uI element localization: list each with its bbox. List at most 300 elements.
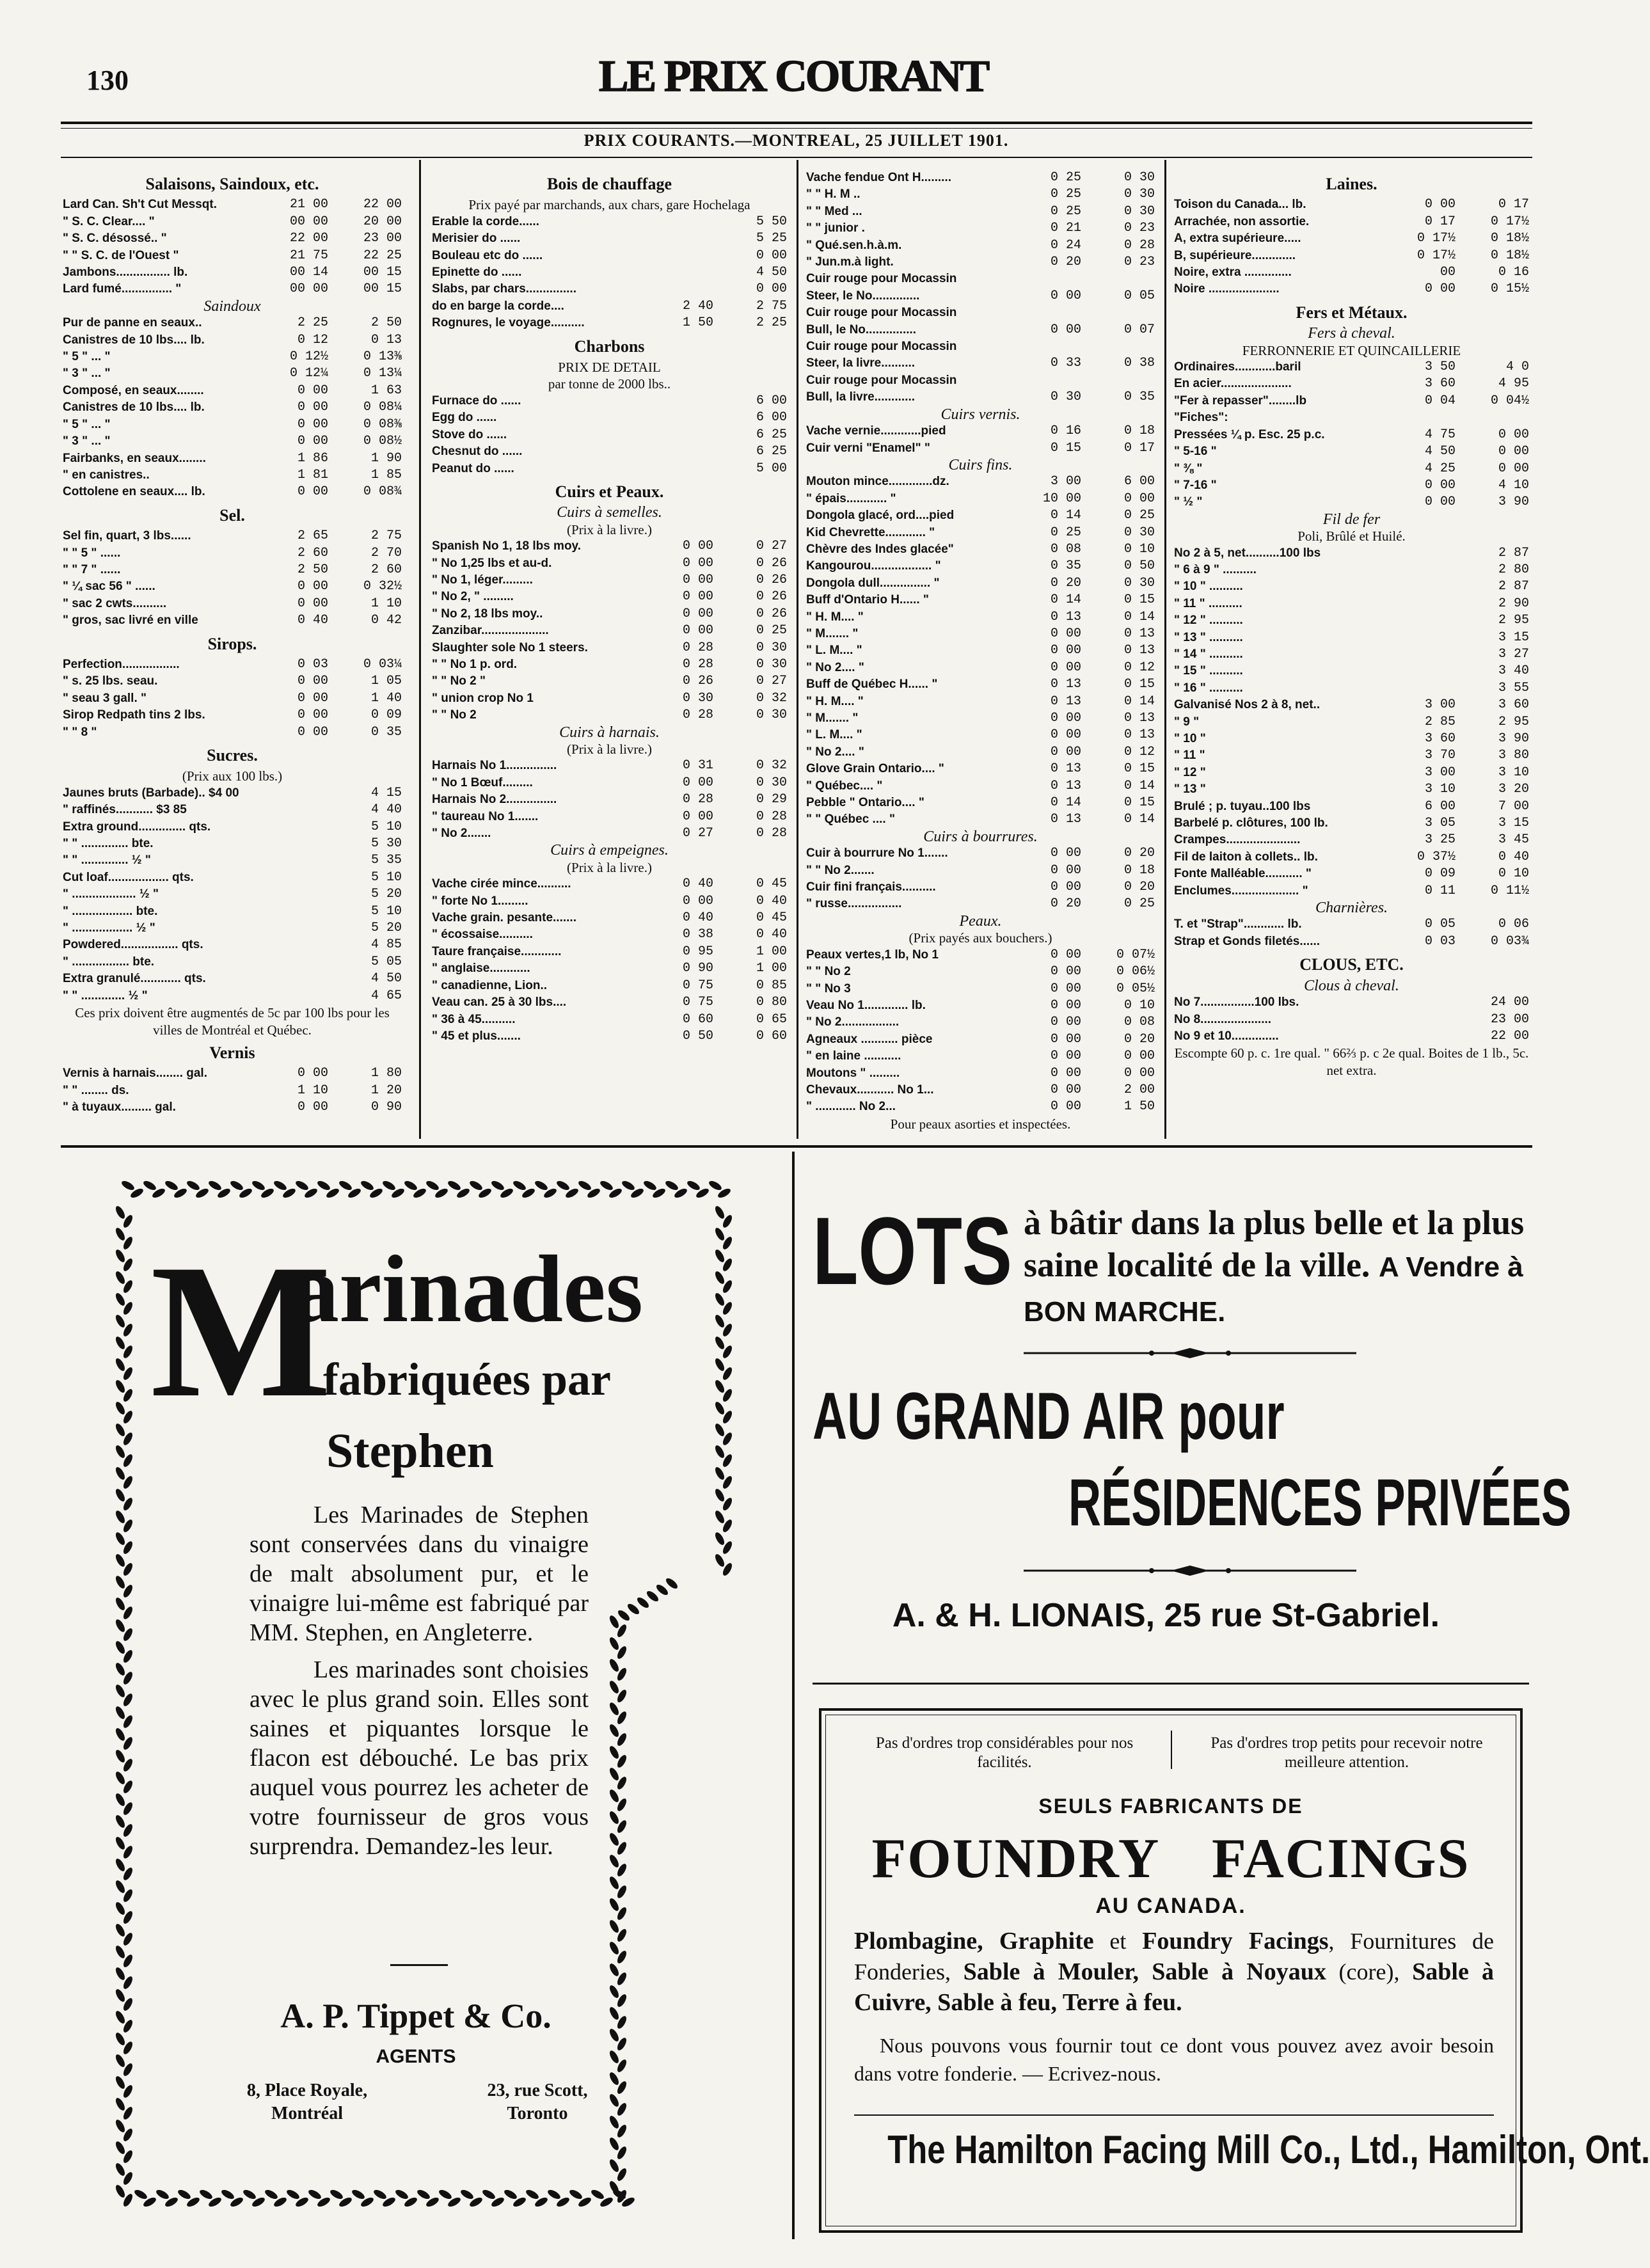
price-row	[1174, 765, 1529, 781]
price-row	[432, 910, 787, 926]
item-label: " " No 3	[806, 981, 851, 995]
price-low	[255, 937, 328, 953]
price-low: 0 60	[682, 1011, 713, 1027]
item-label: " taureau No 1.......	[432, 809, 539, 823]
price-row	[1174, 697, 1529, 713]
price-row	[1174, 376, 1529, 392]
ad-divider	[792, 1152, 795, 2239]
price-row	[432, 673, 787, 690]
price-row	[432, 1011, 787, 1028]
price-low	[640, 281, 713, 297]
price-low: 0 12¼	[289, 366, 328, 381]
price-low	[1382, 545, 1456, 562]
price-low: 0 50	[682, 1028, 713, 1043]
price-row	[1174, 443, 1529, 460]
price-high: 0 00	[1123, 491, 1155, 506]
price-high: 0 20	[1123, 846, 1155, 861]
price-high: 0 30	[756, 708, 787, 723]
price-high: 3 60	[1498, 697, 1529, 713]
price-high: 0 06½	[1116, 964, 1155, 979]
price-high: 1 90	[370, 450, 402, 466]
section-subtitle: Cuirs vernis.	[940, 406, 1020, 423]
price-low: 0 03	[1424, 933, 1456, 949]
price-low: 0 00	[297, 674, 328, 689]
price-low: 0 00	[1050, 964, 1081, 979]
price-row	[63, 416, 402, 433]
price-low: 21 75	[289, 248, 328, 263]
masthead-text: LE PRIX COURANT	[598, 52, 988, 101]
item-label: Noire, extra ..............	[1174, 266, 1292, 280]
price-row	[63, 484, 402, 500]
price-low	[640, 461, 713, 477]
price-low: 00 14	[289, 265, 328, 280]
price-row	[432, 1028, 787, 1045]
price-row	[432, 230, 787, 247]
item-label: Bull, le No...............	[806, 322, 917, 337]
section-subtitle: Cuirs à bourrures.	[923, 828, 1038, 845]
item-label: Vache vernie............pied	[806, 424, 946, 438]
price-low: 1 10	[297, 1082, 328, 1098]
price-low: 3 00	[1050, 474, 1081, 489]
price-row	[63, 802, 402, 818]
price-high: 0 13	[1123, 626, 1155, 641]
item-label: " " .............. ½ "	[63, 853, 151, 868]
section-note: (Prix à la livre.)	[567, 741, 652, 757]
column-divider	[419, 160, 421, 1139]
section-note: par tonne de 2000 lbs..	[548, 376, 671, 392]
price-high: 0 00	[1498, 444, 1529, 459]
item-label: " écossaise..........	[432, 928, 533, 942]
item-label: " 36 à 45..........	[432, 1012, 516, 1026]
price-low: 2 25	[297, 315, 328, 331]
price-high: 0 40	[1498, 849, 1529, 864]
price-high	[1456, 409, 1529, 426]
item-label: Furnace do ......	[432, 393, 521, 408]
column-divider	[1164, 160, 1166, 1139]
price-row	[1174, 545, 1529, 562]
item-label: " No 2.... "	[806, 660, 864, 674]
price-high: 1 10	[370, 596, 402, 611]
price-low: 0 00	[297, 400, 328, 415]
price-high: 0 17½	[1490, 214, 1529, 229]
price-low: 22 00	[289, 231, 328, 246]
price-low: 0 00	[1050, 626, 1081, 641]
price-low: 4 25	[1424, 461, 1456, 476]
price-low: 0 12½	[289, 349, 328, 365]
price-row	[806, 389, 1155, 406]
price-low: 0 11	[1424, 883, 1456, 898]
price-low: 0 00	[682, 775, 713, 790]
item-label: " 13 "	[1174, 782, 1206, 797]
price-low: 3 60	[1424, 731, 1456, 746]
price-low: 0 03	[297, 656, 328, 672]
price-row	[432, 791, 787, 808]
price-low: 0 25	[1050, 170, 1081, 185]
price-low: 0 00	[1050, 981, 1081, 996]
price-low: 1 81	[297, 467, 328, 482]
price-row	[806, 811, 1155, 828]
price-row	[432, 994, 787, 1011]
price-row	[806, 338, 1155, 355]
price-high: 0 32	[756, 758, 787, 773]
price-low: 0 00	[1050, 880, 1081, 895]
item-label: " No 2.... "	[806, 745, 864, 759]
price-low: 0 14	[1050, 795, 1081, 811]
item-label: " ¼ sac 56 " ......	[63, 580, 155, 594]
item-label: Fonte Malléable........... "	[1174, 867, 1312, 881]
price-row	[432, 427, 787, 443]
price-low: 0 40	[297, 613, 328, 628]
price-row	[63, 785, 402, 802]
price-low: 0 28	[682, 656, 713, 672]
price-low: 0 00	[1050, 1015, 1081, 1030]
price-row	[63, 230, 402, 247]
price-high: 0 25	[1123, 508, 1155, 523]
price-high: 0 30	[1123, 187, 1155, 202]
price-high: 0 20	[1123, 880, 1155, 895]
price-high: 0 17	[1498, 197, 1529, 212]
item-label: Toison du Canada... lb.	[1174, 198, 1306, 212]
ad-rule	[813, 1683, 1529, 1685]
price-low: 0 09	[1424, 866, 1456, 882]
price-low: 0 25	[1050, 525, 1081, 540]
price-high: 0 20	[1123, 1031, 1155, 1047]
price-high: 5 50	[756, 214, 787, 229]
price-high: 4 50	[370, 971, 402, 987]
foundry-seuls: SEULS FABRICANTS DE	[1038, 1795, 1303, 1818]
price-low: 4 50	[1424, 444, 1456, 459]
item-label: " " No 2	[432, 708, 477, 722]
price-high: 6 00	[756, 410, 787, 425]
price-low: 0 35	[1050, 559, 1081, 574]
price-high: 1 05	[370, 674, 402, 689]
item-label: Noire .....................	[1174, 282, 1280, 296]
item-label: Kangourou.................. "	[806, 559, 941, 573]
price-high: 0 00	[756, 282, 787, 297]
item-label: " 3 " ... "	[63, 434, 111, 448]
price-low: 0 13	[1050, 778, 1081, 793]
price-row	[63, 383, 402, 399]
item-label: " " ............. ½ "	[63, 988, 148, 1003]
price-low	[255, 802, 328, 818]
subheader-rule	[61, 157, 1532, 158]
item-label: " No 2, 18 lbs moy..	[432, 607, 543, 621]
price-high: 1 63	[370, 383, 402, 398]
foundry-products	[854, 1926, 1494, 2018]
section-subtitle: Cuirs à empeignes.	[550, 842, 669, 859]
price-high: 0 28	[756, 809, 787, 824]
price-high: 0 06	[1498, 917, 1529, 932]
item-label: " " 7 " ......	[63, 562, 121, 576]
text: , Fournitures de Fonderies,	[854, 1928, 1495, 1985]
price-high: 0 25	[1123, 896, 1155, 912]
item-label: " anglaise............	[432, 962, 530, 976]
price-high: 0 03¾	[1490, 933, 1529, 949]
item-label: T. et "Strap"............ lb.	[1174, 917, 1302, 932]
price-high: 0 40	[756, 927, 787, 942]
price-row	[1174, 281, 1529, 297]
item-label: No 7................100 lbs.	[1174, 995, 1299, 1010]
item-label: " L. M.... "	[806, 644, 862, 658]
price-low: 0 00	[297, 708, 328, 723]
price-row	[63, 433, 402, 450]
price-row	[806, 507, 1155, 524]
price-row	[1174, 214, 1529, 230]
price-row	[432, 690, 787, 707]
price-row	[63, 349, 402, 365]
marinades-rule	[390, 1964, 448, 1966]
item-label: " No 2.................	[806, 1015, 900, 1029]
price-low	[640, 409, 713, 426]
price-low: 0 75	[682, 978, 713, 993]
price-row	[806, 660, 1155, 676]
item-label: " ½ "	[1174, 495, 1203, 509]
price-low	[1382, 596, 1456, 612]
price-low: 0 00	[1050, 1065, 1081, 1081]
price-row	[806, 491, 1155, 507]
price-row	[63, 852, 402, 869]
price-low: 0 00	[297, 416, 328, 432]
section-note: FERRONNERIE ET QUINCAILLERIE	[1242, 342, 1461, 358]
item-label: " 11 " ..........	[1174, 596, 1242, 610]
section-title: Salaisons, Saindoux, etc.	[145, 175, 319, 193]
price-high: 2 87	[1498, 545, 1529, 560]
marinades-initial: M	[150, 1225, 329, 1437]
item-label: " seau 3 gall. "	[63, 691, 147, 705]
item-label: Composé, en seaux........	[63, 383, 204, 397]
price-high	[1081, 338, 1155, 355]
price-low	[640, 427, 713, 443]
item-label: Extra ground.............. qts.	[63, 820, 211, 834]
marinades-maker: Stephen	[326, 1424, 494, 1478]
price-high: 5 05	[370, 954, 402, 969]
price-low: 00 00	[289, 282, 328, 297]
price-high: 0 38	[1123, 356, 1155, 371]
item-label: " M....... "	[806, 711, 859, 725]
item-label: " Québec.... "	[806, 779, 883, 793]
item-label: " " No 1 p. ord.	[432, 657, 518, 671]
price-low: 0 00	[297, 690, 328, 706]
item-label: " " H. M ..	[806, 187, 861, 202]
price-high: 0 08½	[363, 434, 402, 449]
price-row	[806, 1031, 1155, 1048]
price-row	[63, 1065, 402, 1082]
item-label: " H. M.... "	[806, 694, 864, 708]
price-high: 0 35	[1123, 390, 1155, 405]
item-label: " No 2, " .........	[432, 590, 514, 604]
price-row	[63, 707, 402, 724]
price-low: 0 00	[1050, 862, 1081, 878]
price-high: 4 10	[1498, 477, 1529, 493]
price-row	[432, 589, 787, 605]
price-high: 6 25	[756, 427, 787, 442]
price-low: 3 00	[1424, 765, 1456, 780]
price-row	[806, 288, 1155, 305]
price-row	[806, 220, 1155, 237]
price-row	[63, 903, 402, 920]
price-row	[1174, 630, 1529, 646]
item-label: " à tuyaux......... gal.	[63, 1100, 176, 1114]
price-row	[63, 724, 402, 741]
price-high: 0 10	[1498, 866, 1529, 882]
header-rule	[61, 122, 1532, 124]
price-row	[806, 626, 1155, 642]
item-label: " " No 2.......	[806, 863, 875, 877]
price-low: 0 00	[1050, 711, 1081, 726]
price-high: 0 35	[370, 724, 402, 740]
item-label: Sirop Redpath tins 2 lbs.	[63, 708, 205, 722]
price-low: 0 95	[682, 944, 713, 959]
price-row	[1174, 1028, 1529, 1045]
item-label: A, extra supérieure.....	[1174, 232, 1301, 246]
item-label: Pebble " Ontario.... "	[806, 796, 924, 810]
item-label: Ordinaires............baril	[1174, 360, 1301, 374]
item-label: " 12 "	[1174, 765, 1206, 779]
price-row	[432, 443, 787, 460]
price-high: 23 00	[363, 231, 402, 246]
item-label: " 16 " ..........	[1174, 681, 1243, 695]
item-label: Glove Grain Ontario.... "	[806, 762, 944, 776]
price-row	[1174, 781, 1529, 798]
price-row	[806, 355, 1155, 372]
item-label: Chesnut do ......	[432, 445, 523, 459]
item-label: Dongola glacé, ord....pied	[806, 509, 955, 523]
price-high: 5 25	[756, 231, 787, 246]
price-low	[1382, 562, 1456, 578]
item-label: " 10 " ..........	[1174, 580, 1243, 594]
price-high: 2 87	[1498, 579, 1529, 594]
price-high: 5 10	[370, 903, 402, 919]
price-row	[806, 271, 1155, 287]
item-label: " " ........ ds.	[63, 1083, 129, 1097]
price-low	[255, 836, 328, 852]
price-low: 3 00	[1424, 697, 1456, 713]
price-low	[1382, 663, 1456, 679]
price-low	[640, 248, 713, 264]
header-rule-thin	[61, 128, 1532, 129]
price-high: 5 10	[370, 869, 402, 885]
price-low: 0 13	[1050, 609, 1081, 624]
price-row	[1174, 731, 1529, 747]
price-low	[1382, 1028, 1456, 1045]
lots-text	[1024, 1201, 1535, 1333]
item-label: Canistres de 10 lbs.... lb.	[63, 400, 205, 415]
price-high: 0 14	[1123, 694, 1155, 709]
item-label: Epinette do ......	[432, 266, 522, 280]
item-label: " russe................	[806, 897, 902, 911]
price-high: 0 26	[756, 555, 787, 571]
item-label: Chevaux........... No 1...	[806, 1082, 934, 1097]
price-high: 0 14	[1123, 778, 1155, 793]
item-label: No 2 à 5, net..........100 lbs	[1174, 546, 1321, 560]
price-row	[432, 538, 787, 555]
price-high: 0 32	[756, 690, 787, 706]
price-low: 0 00	[682, 606, 713, 621]
item-label: " 5-16 "	[1174, 445, 1217, 459]
foundry-note-divider	[1171, 1731, 1172, 1769]
price-row	[806, 609, 1155, 626]
price-high: 0 30	[1123, 525, 1155, 540]
item-label: " " No 2 "	[432, 674, 486, 688]
price-row	[432, 409, 787, 426]
section-subtitle: Cuirs à semelles.	[557, 504, 662, 521]
item-label: " 12 " ..........	[1174, 614, 1243, 628]
price-row	[63, 196, 402, 213]
price-row	[1174, 747, 1529, 764]
item-label: " " No 2	[806, 965, 851, 979]
item-label: " L. M.... "	[806, 728, 862, 742]
price-low: 0 00	[297, 1100, 328, 1115]
item-label: Veau No 1............. lb.	[806, 998, 926, 1012]
price-high: 0 25	[756, 623, 787, 638]
marinades-paragraph: Les marinades sont choisies avec le plus grand soin. Elles sont saines et piquantes lorsque le flacon est débouché. Le bas prix auquel vous pourrez les acheter de votre fournisseur de gros vous surprendra. Demandez-les leur.	[250, 1656, 589, 1860]
price-high: 0 60	[756, 1028, 787, 1043]
item-label: " No 1, léger.........	[432, 573, 533, 587]
foundry-title: FOUNDRY FACINGS	[871, 1828, 1470, 1890]
section-title: Sucres.	[207, 746, 258, 765]
price-low	[1382, 578, 1456, 595]
price-low	[255, 903, 328, 920]
price-low	[255, 819, 328, 836]
price-high: 0 05	[1123, 288, 1155, 303]
price-high: 1 80	[370, 1066, 402, 1081]
price-row	[63, 281, 402, 297]
price-high: 2 90	[1498, 596, 1529, 611]
item-label: Moutons " .........	[806, 1066, 900, 1080]
price-row	[806, 558, 1155, 575]
item-label: " raffinés........... $3 85	[63, 803, 187, 817]
price-high: 2 75	[756, 298, 787, 313]
price-high: 00 15	[363, 265, 402, 280]
price-row	[432, 393, 787, 409]
price-low: 0 00	[682, 539, 713, 554]
price-high: 0 65	[756, 1011, 787, 1027]
price-high: 2 80	[1498, 562, 1529, 577]
item-label: Slabs, par chars...............	[432, 282, 576, 296]
price-high: 0 27	[756, 674, 787, 689]
price-high: 0 15	[1123, 592, 1155, 608]
item-label: Dongola dull............... "	[806, 576, 940, 590]
price-low	[640, 214, 713, 230]
item-label: Barbelé p. clôtures, 100 lb.	[1174, 816, 1328, 830]
product: Foundry Facings	[1142, 1928, 1329, 1955]
section-subtitle: Fers à cheval.	[1308, 325, 1395, 342]
price-row	[63, 467, 402, 484]
price-low: 2 50	[297, 562, 328, 577]
price-row	[806, 694, 1155, 710]
marinades-title: arinades	[291, 1236, 644, 1342]
price-low: 0 30	[1050, 390, 1081, 405]
price-low: 0 00	[1050, 1099, 1081, 1114]
price-high: 0 23	[1123, 255, 1155, 270]
item-label: Cuir rouge pour Mocassin	[806, 306, 957, 320]
price-row	[806, 727, 1155, 743]
price-low: 0 16	[1050, 424, 1081, 439]
section-subtitle: Cuirs fins.	[948, 456, 1013, 473]
item-label: " 14 " ..........	[1174, 647, 1243, 661]
lots-contact: A. & H. LIONAIS, 25 rue St-Gabriel.	[892, 1597, 1440, 1634]
price-column-3	[806, 170, 1155, 1132]
price-column-1	[63, 170, 402, 1129]
price-low: 3 50	[1424, 360, 1456, 375]
item-label: " s. 25 lbs. seau.	[63, 674, 158, 688]
price-row	[63, 937, 402, 953]
price-row	[806, 964, 1155, 980]
price-row	[806, 947, 1155, 964]
item-label: " H. M.... "	[806, 610, 864, 624]
price-high: 0 45	[756, 876, 787, 892]
price-row	[1174, 196, 1529, 213]
